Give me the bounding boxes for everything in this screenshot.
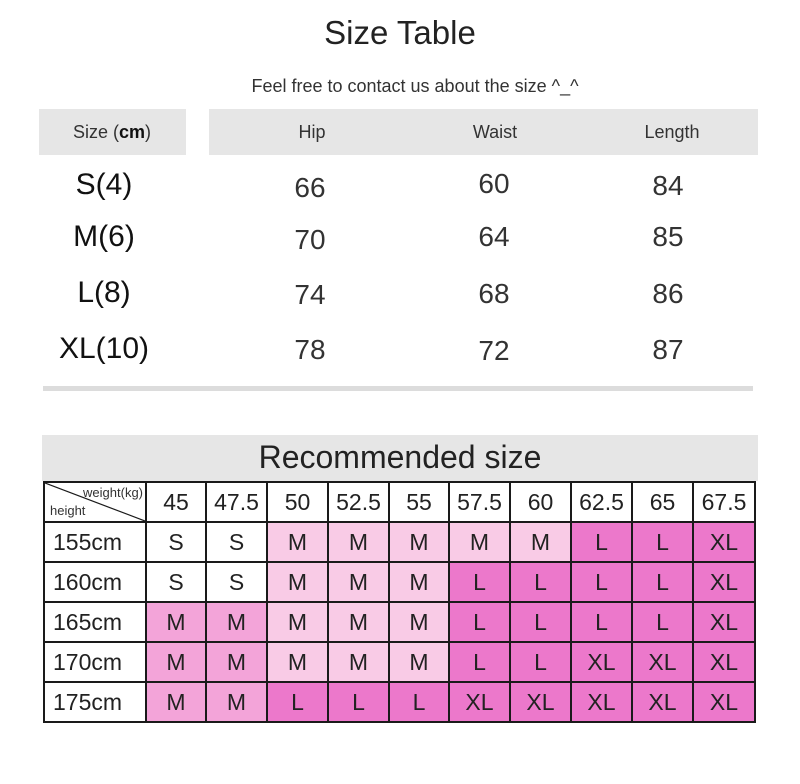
weight-header: 65 xyxy=(632,482,693,522)
size-recommendation-cell: L xyxy=(449,562,510,602)
weight-header: 45 xyxy=(146,482,206,522)
size-recommendation-cell: S xyxy=(206,562,267,602)
size-recommendation-cell: XL xyxy=(449,682,510,722)
size-recommendation-cell: XL xyxy=(693,562,755,602)
size-recommendation-cell: M xyxy=(206,682,267,722)
height-label: 165cm xyxy=(44,602,146,642)
corner-cell xyxy=(44,482,146,522)
size-recommendation-cell: XL xyxy=(693,522,755,562)
hip-value: 66 xyxy=(294,172,326,203)
height-label: 170cm xyxy=(44,642,146,682)
weight-header: 55 xyxy=(389,482,449,522)
size-label: S(4) xyxy=(75,168,133,201)
size-recommendation-cell: M xyxy=(267,522,328,562)
waist-header: Waist xyxy=(472,122,518,142)
height-row xyxy=(44,522,755,562)
length-header: Length xyxy=(644,122,700,142)
length-value: 87 xyxy=(652,334,684,365)
size-recommendation-cell: M xyxy=(146,682,206,722)
size-recommendation-cell: M xyxy=(267,602,328,642)
waist-value: 60 xyxy=(478,168,510,199)
size-recommendation-cell: XL xyxy=(571,642,632,682)
size-recommendation-cell: L xyxy=(328,682,389,722)
height-row xyxy=(44,642,755,682)
hip-value: 70 xyxy=(294,224,326,255)
size-recommendation-cell: M xyxy=(328,602,389,642)
weight-header: 50 xyxy=(267,482,328,522)
size-recommendation-cell: XL xyxy=(693,602,755,642)
size-recommendation-cell: XL xyxy=(632,682,693,722)
size-recommendation-cell: M xyxy=(510,522,571,562)
size-recommendation-cell: M xyxy=(206,602,267,642)
size-recommendation-cell: L xyxy=(510,642,571,682)
size-recommendation-cell: M xyxy=(389,562,449,602)
size-recommendation-cell: S xyxy=(146,522,206,562)
weight-axis-label: weight(kg) xyxy=(83,485,143,500)
weight-header: 62.5 xyxy=(571,482,632,522)
height-label: 175cm xyxy=(44,682,146,722)
waist-value: 68 xyxy=(478,278,510,309)
size-recommendation-cell: M xyxy=(389,522,449,562)
size-recommendation-cell: L xyxy=(449,642,510,682)
size-recommendation-cell: M xyxy=(328,642,389,682)
size-recommendation-cell: XL xyxy=(693,682,755,722)
size-recommendation-cell: M xyxy=(267,562,328,602)
waist-value: 72 xyxy=(478,335,510,366)
height-row xyxy=(44,562,755,602)
size-recommendation-cell: L xyxy=(389,682,449,722)
hip-value: 74 xyxy=(294,279,326,310)
page-subtitle: Feel free to contact us about the size ^_^ xyxy=(251,76,579,96)
length-value: 85 xyxy=(652,221,684,252)
height-row xyxy=(44,682,755,722)
weight-header: 52.5 xyxy=(328,482,389,522)
size-recommendation-cell: M xyxy=(449,522,510,562)
size-recommendation-cell: XL xyxy=(632,642,693,682)
size-label: L(8) xyxy=(77,276,131,309)
weight-header: 57.5 xyxy=(449,482,510,522)
size-recommendation-cell: L xyxy=(571,602,632,642)
size-recommendation-cell: XL xyxy=(571,682,632,722)
size-recommendation-cell: M xyxy=(267,642,328,682)
recommended-size-title: Recommended size xyxy=(42,435,758,481)
size-recommendation-cell: L xyxy=(510,602,571,642)
size-recommendation-cell: M xyxy=(146,602,206,642)
size-recommendation-cell: L xyxy=(449,602,510,642)
size-recommendation-cell: M xyxy=(389,642,449,682)
waist-value: 64 xyxy=(478,221,510,252)
weight-header-row xyxy=(44,482,755,522)
size-header-label xyxy=(73,122,151,143)
height-axis-label: height xyxy=(50,503,86,518)
size-recommendation-cell: L xyxy=(571,562,632,602)
size-recommendation-cell: S xyxy=(146,562,206,602)
size-recommendation-cell: L xyxy=(632,602,693,642)
size-recommendation-cell: L xyxy=(267,682,328,722)
size-recommendation-cell: L xyxy=(632,522,693,562)
length-value: 84 xyxy=(652,170,684,201)
length-value: 86 xyxy=(652,278,684,309)
size-recommendation-cell: M xyxy=(206,642,267,682)
height-row xyxy=(44,602,755,642)
size-label: XL(10) xyxy=(58,332,150,365)
section-divider xyxy=(43,386,753,391)
size-recommendation-cell: M xyxy=(389,602,449,642)
hip-header: Hip xyxy=(298,122,326,142)
height-label: 155cm xyxy=(44,522,146,562)
recommended-size-table xyxy=(43,481,756,723)
size-recommendation-cell: M xyxy=(146,642,206,682)
size-recommendation-cell: XL xyxy=(510,682,571,722)
size-label: M(6) xyxy=(73,220,135,253)
size-recommendation-cell: XL xyxy=(693,642,755,682)
size-header-text: Size ( xyxy=(72,122,119,142)
weight-header: 47.5 xyxy=(206,482,267,522)
size-recommendation-cell: S xyxy=(206,522,267,562)
size-header-unit: cm xyxy=(119,122,146,142)
page-title: Size Table xyxy=(324,14,476,51)
height-label: 160cm xyxy=(44,562,146,602)
weight-header: 67.5 xyxy=(693,482,755,522)
size-recommendation-cell: L xyxy=(510,562,571,602)
size-recommendation-cell: L xyxy=(571,522,632,562)
size-recommendation-cell: M xyxy=(328,562,389,602)
weight-header: 60 xyxy=(510,482,571,522)
size-header-close: ) xyxy=(145,122,152,142)
size-recommendation-cell: M xyxy=(328,522,389,562)
hip-value: 78 xyxy=(294,334,326,365)
size-recommendation-cell: L xyxy=(632,562,693,602)
